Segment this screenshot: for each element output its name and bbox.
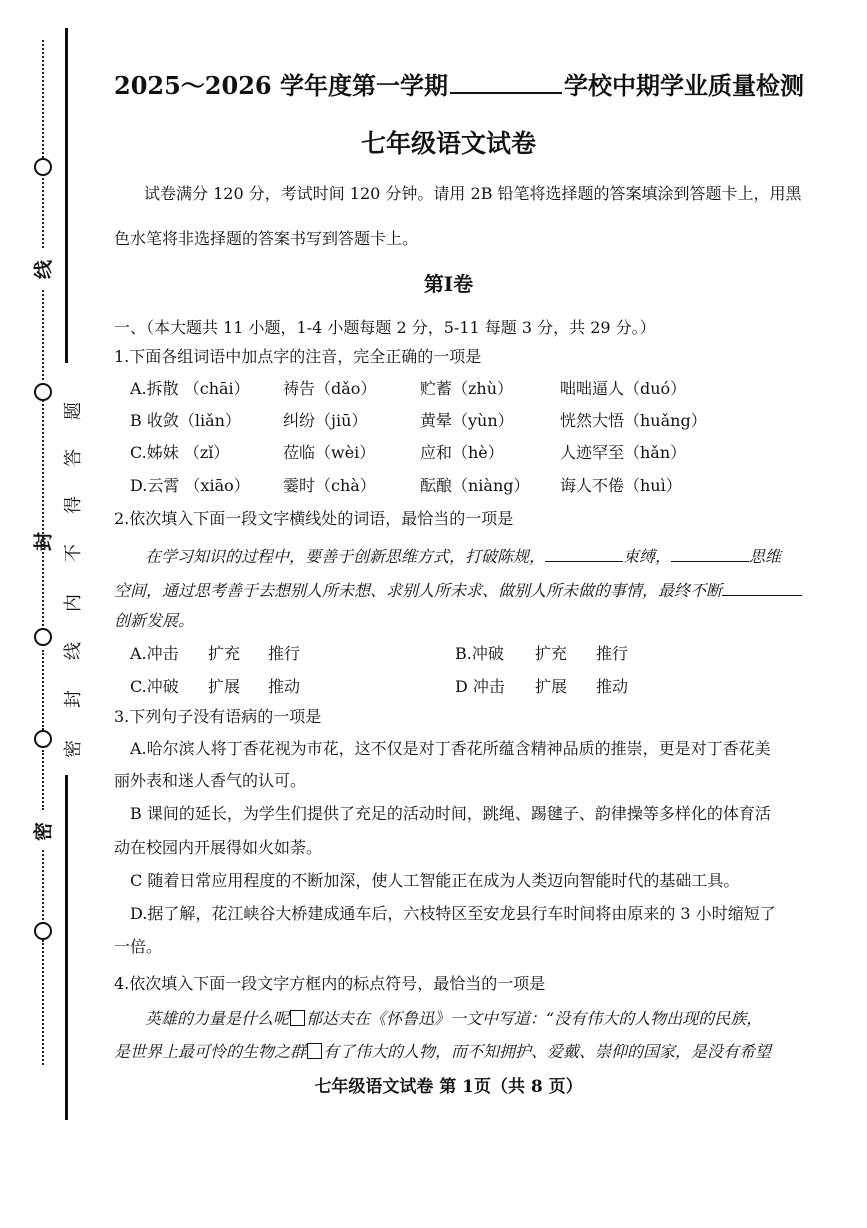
q1-option-cell: 贮蓄（zhù） bbox=[420, 379, 514, 398]
exam-subtitle: 七年级语文试卷 bbox=[360, 129, 536, 158]
binding-char: 内 bbox=[63, 594, 84, 612]
volume-title: 第Ⅰ卷 bbox=[423, 272, 474, 296]
q2-option-cell: 扩充 bbox=[535, 644, 568, 663]
binding-dotted-line bbox=[42, 290, 44, 380]
q1-option-cell: 纠纷（jiū） bbox=[283, 411, 368, 430]
q3-option-line: D.据了解，花江峡谷大桥建成通车后，六枝特区至安龙县行车时间将由原来的 3 小时缩短了 bbox=[130, 904, 776, 923]
q3-option-line: 动在校园内开展得如火如荼。 bbox=[114, 838, 323, 857]
q2-option-cell: 扩充 bbox=[208, 644, 241, 663]
school-name-blank bbox=[450, 72, 562, 94]
fill-blank bbox=[671, 545, 749, 562]
q2-option-cell: C.冲破 bbox=[130, 677, 179, 696]
binding-hole-circle bbox=[34, 158, 52, 176]
question-stem: 3.下列句子没有语病的一项是 bbox=[114, 707, 322, 726]
q4-passage-line bbox=[145, 1009, 762, 1029]
binding-hole-circle bbox=[34, 628, 52, 646]
fill-blank bbox=[545, 545, 623, 562]
binding-char: 密 bbox=[63, 740, 84, 758]
q1-option-cell: 酝酿（niàng） bbox=[420, 476, 530, 495]
q2-option-cell: 扩展 bbox=[535, 677, 568, 696]
binding-dotted-line bbox=[42, 940, 44, 1065]
q1-option-cell: 恍然大悟（huǎng） bbox=[560, 411, 707, 430]
binding-hole-circle bbox=[34, 730, 52, 748]
q1-option-cell: 人迹罕至（hǎn） bbox=[560, 443, 687, 462]
q2-option-cell: 扩展 bbox=[208, 677, 241, 696]
exam-title bbox=[114, 66, 824, 101]
q3-option-line: A.哈尔滨人将丁香花视为市花，这不仅是对丁香花所蕴含精神品质的推崇，更是对丁香花美 bbox=[130, 739, 771, 758]
q1-option-cell: B 收敛（liǎn） bbox=[130, 411, 241, 430]
binding-hole-circle bbox=[34, 383, 52, 401]
punctuation-box bbox=[307, 1043, 322, 1059]
binding-solid-line bbox=[65, 775, 68, 1120]
q3-option-line: B 课间的延长，为学生们提供了充足的活动时间，跳绳、踢毽子、韵律操等多样化的体育活 bbox=[130, 804, 771, 823]
q4-passage-text: 有了伟大的人物，而不知拥护、爱戴、崇仰的国家，是没有希望 bbox=[323, 1042, 772, 1061]
title-part-1: 2025～2026 学年度第一学期 bbox=[114, 71, 448, 100]
q2-passage-text: 空间，通过思考善于去想别人所未想、求别人所未求、做别人所未做的事情，最终不断 bbox=[114, 581, 723, 600]
q2-passage-text: 在学习知识的过程中，要善于创新思维方式，打破陈规， bbox=[145, 547, 546, 566]
q2-passage-text: 束缚， bbox=[623, 547, 672, 566]
q2-option-cell: A.冲击 bbox=[130, 644, 179, 663]
question-stem: 1.下面各组词语中加点字的注音，完全正确的一项是 bbox=[114, 347, 482, 366]
q1-option-cell: D.云霄 （xiāo） bbox=[130, 476, 250, 495]
q1-option-cell: 莅临（wèi） bbox=[283, 443, 376, 462]
q1-option-cell: 霎时（chà） bbox=[283, 476, 376, 495]
q1-option-cell: 诲人不倦（huì） bbox=[560, 476, 682, 495]
title-part-2: 学校中期学业质量检测 bbox=[563, 71, 804, 100]
q1-option-cell: 应和（hè） bbox=[420, 443, 504, 462]
question-stem: 4.依次填入下面一段文字方框内的标点符号，最恰当的一项是 bbox=[114, 974, 546, 993]
binding-char: 线 bbox=[63, 642, 84, 660]
binding-margin bbox=[0, 0, 100, 1228]
q1-option-cell: C.姊妹 （zǐ） bbox=[130, 443, 230, 462]
q4-passage-text: 是世界上最可怜的生物之群 bbox=[114, 1042, 307, 1061]
q2-option-cell: 推动 bbox=[268, 677, 301, 696]
q2-passage-line: 创新发展。 bbox=[114, 611, 195, 630]
q2-passage-line bbox=[114, 579, 802, 601]
binding-dotted-line bbox=[42, 850, 44, 920]
binding-char: 答 bbox=[63, 449, 84, 467]
q2-passage-text: 思维 bbox=[749, 547, 782, 566]
binding-char: 得 bbox=[63, 496, 84, 514]
q3-option-line: 丽外表和迷人香气的认可。 bbox=[114, 771, 307, 790]
binding-dotted-line bbox=[42, 750, 44, 810]
q3-option-line: C 随着日常应用程度的不断加深，使人工智能正在成为人类迈向智能时代的基础工具。 bbox=[130, 871, 740, 890]
binding-dotted-line bbox=[42, 400, 44, 630]
binding-dotted-line bbox=[42, 650, 44, 730]
q4-passage-text: 郁达夫在《怀鲁迅》一文中写道：“没有伟大的人物出现的民族， bbox=[306, 1009, 763, 1028]
q1-option-cell: A.拆散 （chāi） bbox=[130, 379, 250, 398]
page-footer: 七年级语文试卷 第 1页（共 8 页） bbox=[314, 1077, 583, 1097]
q2-option-cell: B.冲破 bbox=[455, 644, 504, 663]
instructions-line: 色水笔将非选择题的答案书写到答题卡上。 bbox=[114, 229, 419, 248]
binding-solid-line bbox=[65, 28, 68, 363]
binding-dotted-line bbox=[42, 178, 44, 248]
binding-char: 封 bbox=[63, 690, 84, 708]
q2-option-cell: 推行 bbox=[596, 644, 629, 663]
q3-option-line: 一倍。 bbox=[114, 937, 163, 956]
binding-hole-circle bbox=[34, 922, 52, 940]
q4-passage-text: 英雄的力量是什么呢 bbox=[145, 1009, 290, 1028]
fill-blank bbox=[722, 579, 802, 596]
punctuation-box bbox=[290, 1010, 305, 1026]
binding-char: 不 bbox=[63, 544, 84, 562]
question-stem: 2.依次填入下面一段文字横线处的词语，最恰当的一项是 bbox=[114, 509, 514, 528]
binding-char: 线 bbox=[32, 260, 55, 280]
q1-option-cell: 咄咄逼人（duó） bbox=[560, 379, 687, 398]
binding-char: 封 bbox=[32, 532, 55, 552]
q1-option-cell: 黄晕（yùn） bbox=[420, 411, 514, 430]
instructions-line: 试卷满分 120 分，考试时间 120 分钟。请用 2B 铅笔将选择题的答案填涂到答题卡上，用黑 bbox=[144, 184, 802, 203]
q2-option-cell: 推行 bbox=[268, 644, 301, 663]
binding-char: 密 bbox=[32, 822, 55, 842]
q4-passage-line bbox=[114, 1042, 771, 1062]
section-heading: 一、（本大题共 11 小题，1-4 小题每题 2 分，5-11 每题 3 分，共 29 分。） bbox=[114, 318, 656, 337]
binding-char: 题 bbox=[63, 402, 84, 420]
q2-passage-line bbox=[145, 545, 781, 567]
q2-option-cell: D 冲击 bbox=[455, 677, 505, 696]
q1-option-cell: 祷告（dǎo） bbox=[283, 379, 377, 398]
q2-option-cell: 推动 bbox=[596, 677, 629, 696]
